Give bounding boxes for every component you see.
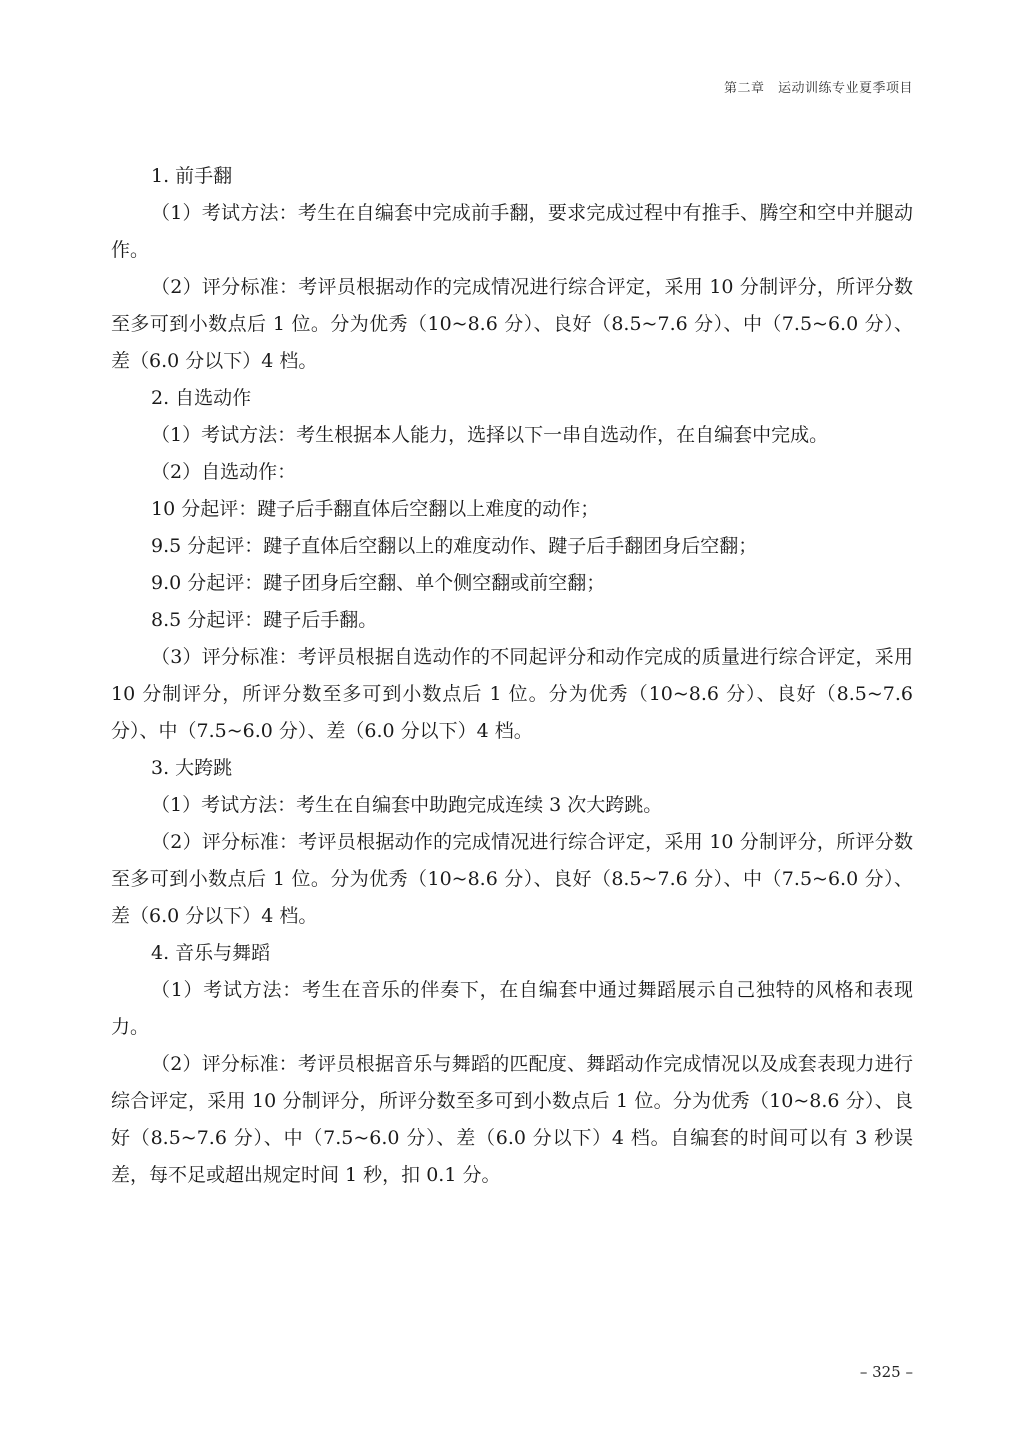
running-header: 第二章 运动训练专业夏季项目 [723, 81, 913, 96]
page-body [111, 158, 913, 1194]
paragraph: （2）自选动作： [151, 461, 297, 483]
section-heading: 4. 音乐与舞蹈 [151, 942, 271, 964]
paragraph: （1）考试方法：考生根据本人能力，选择以下一串自选动作，在自编套中完成。 [151, 424, 829, 446]
section-heading: 3. 大跨跳 [151, 757, 233, 779]
paragraph: （2）评分标准：考评员根据动作的完成情况进行综合评定，采用 10 分制评分，所评分数至多可到小数点后 1 位。分为优秀（10~8.6 分）、良好（8.5~7.6 分）、中（7.5~6.0 分）、差（6.0 分以下）4 档。 [111, 831, 913, 927]
paragraph: 9.0 分起评：踺子团身后空翻、单个侧空翻或前空翻； [151, 572, 606, 594]
paragraph: （2）评分标准：考评员根据动作的完成情况进行综合评定，采用 10 分制评分，所评分数至多可到小数点后 1 位。分为优秀（10~8.6 分）、良好（8.5~7.6 分）、中（7.5~6.0 分）、差（6.0 分以下）4 档。 [111, 276, 913, 372]
paragraph: （1）考试方法：考生在音乐的伴奏下，在自编套中通过舞蹈展示自己独特的风格和表现力。 [111, 979, 913, 1038]
paragraph: 10 分起评：踺子后手翻直体后空翻以上难度的动作； [151, 498, 600, 520]
paragraph: （2）评分标准：考评员根据音乐与舞蹈的匹配度、舞蹈动作完成情况以及成套表现力进行综合评定，采用 10 分制评分，所评分数至多可到小数点后 1 位。分为优秀（10~8.6 分）、良好（8.5~7.6 分）、中（7.5~6.0 分）、差（6.0 分以下）4 档。自编套的时间可以有 3 秒误差，每不足或超出规定时间 1 秒，扣 0.1 分。 [111, 1053, 913, 1186]
paragraph: （1）考试方法：考生在自编套中完成前手翻，要求完成过程中有推手、腾空和空中并腿动作。 [111, 202, 913, 261]
page-number: – 325 – [859, 1363, 913, 1381]
section-heading: 2. 自选动作 [151, 387, 252, 409]
paragraph: 8.5 分起评：踺子后手翻。 [151, 609, 378, 631]
paragraph: （3）评分标准：考评员根据自选动作的不同起评分和动作完成的质量进行综合评定，采用 10 分制评分，所评分数至多可到小数点后 1 位。分为优秀（10~8.6 分）、良好（8.5~7.6 分）、中（7.5~6.0 分）、差（6.0 分以下）4 档。 [111, 646, 913, 742]
section-heading: 1. 前手翻 [151, 165, 233, 187]
paragraph: 9.5 分起评：踺子直体后空翻以上的难度动作、踺子后手翻团身后空翻； [151, 535, 758, 557]
paragraph: （1）考试方法：考生在自编套中助跑完成连续 3 次大跨跳。 [151, 794, 663, 816]
